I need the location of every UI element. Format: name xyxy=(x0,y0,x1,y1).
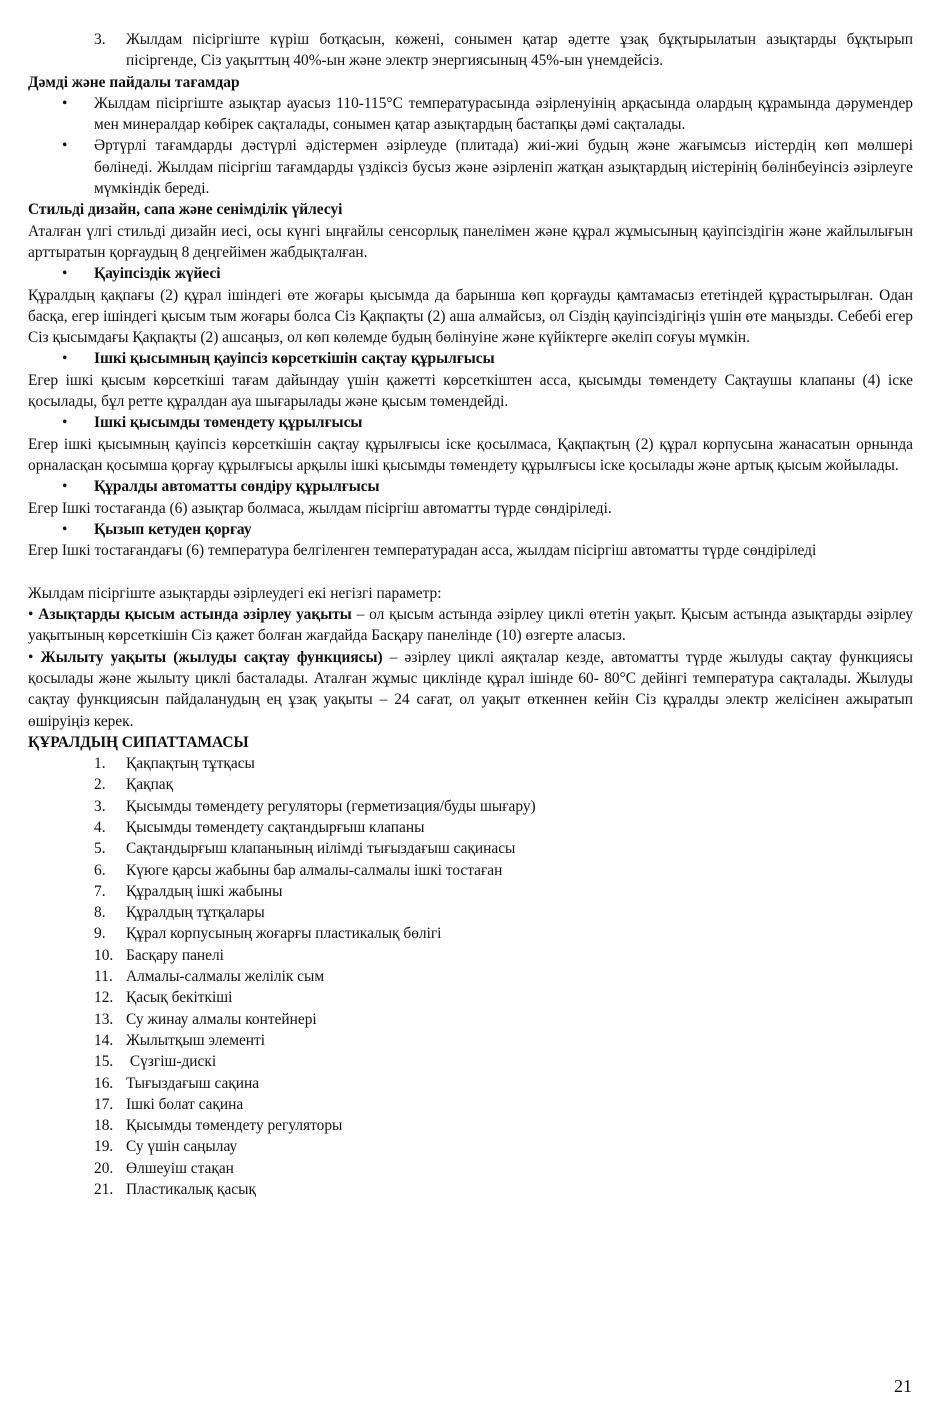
bullet-text: Әртүрлі тағамдарды дәстүрлі әдістермен әзірлеуде (плитада) жиі-жиі будың және жағымсыз иістердің көп мөлшері бөлінеді. Жылдам пісіргіш тағамдарды үздіксіз бусыз және әзірленіп жатқан азықтардың иістерінің бөлінбеуінсіз әзірлеуге мүмкіндік береді. xyxy=(94,137,913,198)
page-number: 21 xyxy=(894,1376,912,1396)
list-number: 6. xyxy=(94,861,106,879)
list-text: Сүзгіш-дискі xyxy=(126,1053,217,1071)
list-number: 1. xyxy=(94,755,106,773)
design-paragraph: Аталған үлгі стильді дизайн иесі, осы күнгі ыңғайлы сенсорлық панелімен және құрал жұмысының қауіпсіздігін және жайлылығын арттыратын қорғаудың 8 деңгейімен жабдықталған. xyxy=(28,222,913,261)
list-number: 20. xyxy=(94,1159,114,1177)
list-text: Су үшін саңылау xyxy=(126,1138,238,1156)
list-item xyxy=(28,987,913,1008)
taste-bullet-1 xyxy=(28,93,913,136)
list-number: 10. xyxy=(94,946,114,964)
list-item xyxy=(28,1158,913,1179)
list-number: 3. xyxy=(94,31,106,48)
list-item xyxy=(28,817,913,838)
list-text: Сақтандырғыш клапанының иілімді тығыздағыш сақинасы xyxy=(126,840,516,858)
list-number: 12. xyxy=(94,989,114,1007)
list-item xyxy=(28,1179,913,1200)
param-text: – ол қысым астында әзірлеу циклі өтетін уақыт. Қысым астында азықтарды әзірлеу уақытының көрсеткішін Сіз қажет болған жағдайда Басқару панелінде (10) өзгерте аласыз. xyxy=(28,606,913,645)
list-item xyxy=(28,753,913,774)
safety-heading-1 xyxy=(28,263,913,284)
list-text: Басқару панелі xyxy=(126,946,224,964)
list-text: Құралдың ішкі жабыны xyxy=(126,882,283,900)
description-heading: ҚҰРАЛДЫҢ СИПАТТАМАСЫ xyxy=(28,733,249,751)
param-item-2 xyxy=(28,647,913,732)
param-item-1 xyxy=(28,604,913,647)
blank-line xyxy=(28,561,913,582)
list-number: 16. xyxy=(94,1074,114,1092)
list-item xyxy=(28,881,913,902)
list-number: 9. xyxy=(94,925,106,943)
param-label: Жылыту уақыты (жылуды сақтау функциясы) xyxy=(40,648,383,666)
bullet-icon: • xyxy=(62,350,68,368)
bullet-icon: • xyxy=(28,606,34,624)
list-number: 21. xyxy=(94,1181,114,1199)
list-text: Күюге қарсы жабыны бар алмалы-салмалы ішкі тостаған xyxy=(126,861,503,879)
list-item xyxy=(28,1030,913,1051)
safety-heading-4 xyxy=(28,476,913,497)
list-item xyxy=(28,1073,913,1094)
safety-heading-2 xyxy=(28,348,913,369)
param-text: – әзірлеу циклі аяқталар кезде, автоматты түрде жылуды сақтау функциясы қосылады және жылыту циклі басталады. Аталған жұмыс циклінде құрал ішінде 60- 80°С дейінгі температура сақталады. Жылуды сақтау функциясын пайдаланудың ең ұзақ уақыты – 24 сағат, ол уақыт өткеннен кейін Сіз құралды электр желісінен ажыратып өшіруіңіз керек. xyxy=(28,648,914,730)
list-item xyxy=(28,966,913,987)
list-item xyxy=(28,838,913,859)
list-item xyxy=(28,1051,913,1072)
document-page xyxy=(28,29,913,1200)
list-number: 19. xyxy=(94,1138,114,1156)
list-text: Қысымды төмендету сақтандырғыш клапаны xyxy=(126,818,425,836)
list-item xyxy=(28,1115,913,1136)
list-number: 18. xyxy=(94,1117,114,1135)
param-label: Азықтарды қысым астында әзірлеу уақыты xyxy=(38,606,352,624)
safety-heading-3 xyxy=(28,412,913,433)
list-item xyxy=(28,945,913,966)
safety-heading-text: Қызып кетуден қорғау xyxy=(94,520,252,538)
list-text: Құрал корпусының жоғарғы пластикалық бөлігі xyxy=(126,925,442,943)
safety-heading-text: Құралды автоматты сөндіру құрылғысы xyxy=(94,478,380,496)
list-item xyxy=(28,1094,913,1115)
safety-paragraph-4: Егер Ішкі тостағанда (6) азықтар болмаса, жылдам пісіргіш автоматты түрде сөндіріледі. xyxy=(28,499,612,517)
bullet-icon: • xyxy=(62,265,68,283)
safety-heading-text: Ішкі қысымды төмендету құрылғысы xyxy=(94,414,363,432)
safety-heading-5 xyxy=(28,519,913,540)
bullet-icon: • xyxy=(62,414,68,432)
component-list xyxy=(28,753,913,1200)
list-number: 13. xyxy=(94,1010,114,1028)
bullet-icon: • xyxy=(62,94,68,112)
list-item xyxy=(28,1136,913,1157)
list-number: 11. xyxy=(94,968,113,986)
list-item xyxy=(28,923,913,944)
bullet-icon: • xyxy=(62,137,68,155)
list-item xyxy=(28,1009,913,1030)
list-number: 2. xyxy=(94,776,106,794)
bullet-icon: • xyxy=(62,520,68,538)
safety-heading-text: Қауіпсіздік жүйесі xyxy=(94,265,221,283)
list-text: Қысымды төмендету регуляторы (герметизация/буды шығару) xyxy=(126,797,536,815)
list-item xyxy=(28,860,913,881)
bullet-icon: • xyxy=(62,478,68,496)
intro-list-item xyxy=(28,29,913,72)
list-number: 5. xyxy=(94,840,106,858)
list-number: 15. xyxy=(94,1053,114,1071)
list-text: Жылытқыш элементі xyxy=(126,1031,266,1049)
list-text: Қасық бекіткіші xyxy=(126,989,233,1007)
list-number: 14. xyxy=(94,1031,114,1049)
bullet-icon: • xyxy=(28,648,34,666)
list-text: Су жинау алмалы контейнері xyxy=(126,1010,317,1028)
list-text: Өлшеуіш стақан xyxy=(126,1159,234,1177)
list-item xyxy=(28,902,913,923)
list-number: 8. xyxy=(94,904,106,922)
list-text: Құралдың тұтқалары xyxy=(126,904,265,922)
taste-heading: Дәмді және пайдалы тағамдар xyxy=(28,73,240,91)
list-text: Қақпақ xyxy=(126,776,174,794)
list-text: Қысымды төмендету регуляторы xyxy=(126,1117,343,1135)
safety-paragraph-2: Егер ішкі қысым көрсеткіші тағам дайындау үшін қажетті көрсеткіштен асса, қысымды төмендету Сақтаушы клапаны (4) іске қосылады, бұл ретте құралдан ауа шығарылады және қысым төмендейді. xyxy=(28,371,913,411)
safety-heading-text: Ішкі қысымның қауіпсіз көрсеткішін сақтау құрылғысы xyxy=(94,350,495,368)
list-number: 17. xyxy=(94,1095,114,1113)
list-text: Жылдам пісіргіште күріш ботқасын, көжені, сонымен қатар әдетте ұзақ бұқтырылатын азықтарды бұқтырып пісіргенде, Сіз уақыттың 40%-ын және электр энергиясының 45%-ын үнемдейсіз. xyxy=(126,31,913,70)
list-item xyxy=(28,796,913,817)
params-intro: Жылдам пісіргіште азықтарды әзірлеудегі екі негізгі параметр: xyxy=(28,584,442,602)
list-number: 3. xyxy=(94,797,106,815)
list-text: Қақпақтың тұтқасы xyxy=(126,755,255,773)
safety-paragraph-1: Құралдың қақпағы (2) құрал ішіндегі өте жоғары қысымда да барынша көп қорғауды қамтамасыз ететіндей құрастырылған. Одан басқа, егер ішіндегі қысым тым жоғары болса Сіз Қақпақты (2) аша алмайсыз, ол Сіздің қауіпсіздігіңіз үшін өте маңызды. Себебі егер Сіз қысымдағы Қақпақты (2) ашсаңыз, ол көп көлемде будың бөлінуіне және күйіктерге әкеліп соғуы мүмкін. xyxy=(28,286,913,347)
bullet-text: Жылдам пісіргіште азықтар ауасыз 110-115°С температурасында әзірленуінің арқасында олардың құрамында дәрумендер мен минералдар көбірек сақталады, сонымен қатар азықтардың бастапқы дәмі сақталады. xyxy=(94,94,913,134)
list-number: 4. xyxy=(94,818,106,836)
safety-paragraph-5: Егер Ішкі тостағандағы (6) температура белгіленген температурадан асса, жылдам пісіргіш автоматты түрде сөндіріледі xyxy=(28,542,817,560)
list-number: 7. xyxy=(94,882,106,900)
list-text: Пластикалық қасық xyxy=(126,1181,256,1199)
list-item xyxy=(28,774,913,795)
safety-paragraph-3: Егер ішкі қысымның қауіпсіз көрсеткішін сақтау құрылғысы іске қосылмаса, Қақпақтың (2) құрал корпусына жанасатын орнында орналасқан қосымша қорғау құрылғысы арқылы ішкі қысымды төмендету құрылғысы іске қосылады және артық қысым жойылады. xyxy=(28,435,913,474)
list-text: Ішкі болат сақина xyxy=(126,1095,244,1113)
design-heading: Стильді дизайн, сапа және сенімділік үйлесуі xyxy=(28,201,343,219)
list-text: Алмалы-салмалы желілік сым xyxy=(126,968,325,986)
list-text: Тығыздағыш сақина xyxy=(126,1074,260,1092)
taste-bullet-2 xyxy=(28,135,913,199)
